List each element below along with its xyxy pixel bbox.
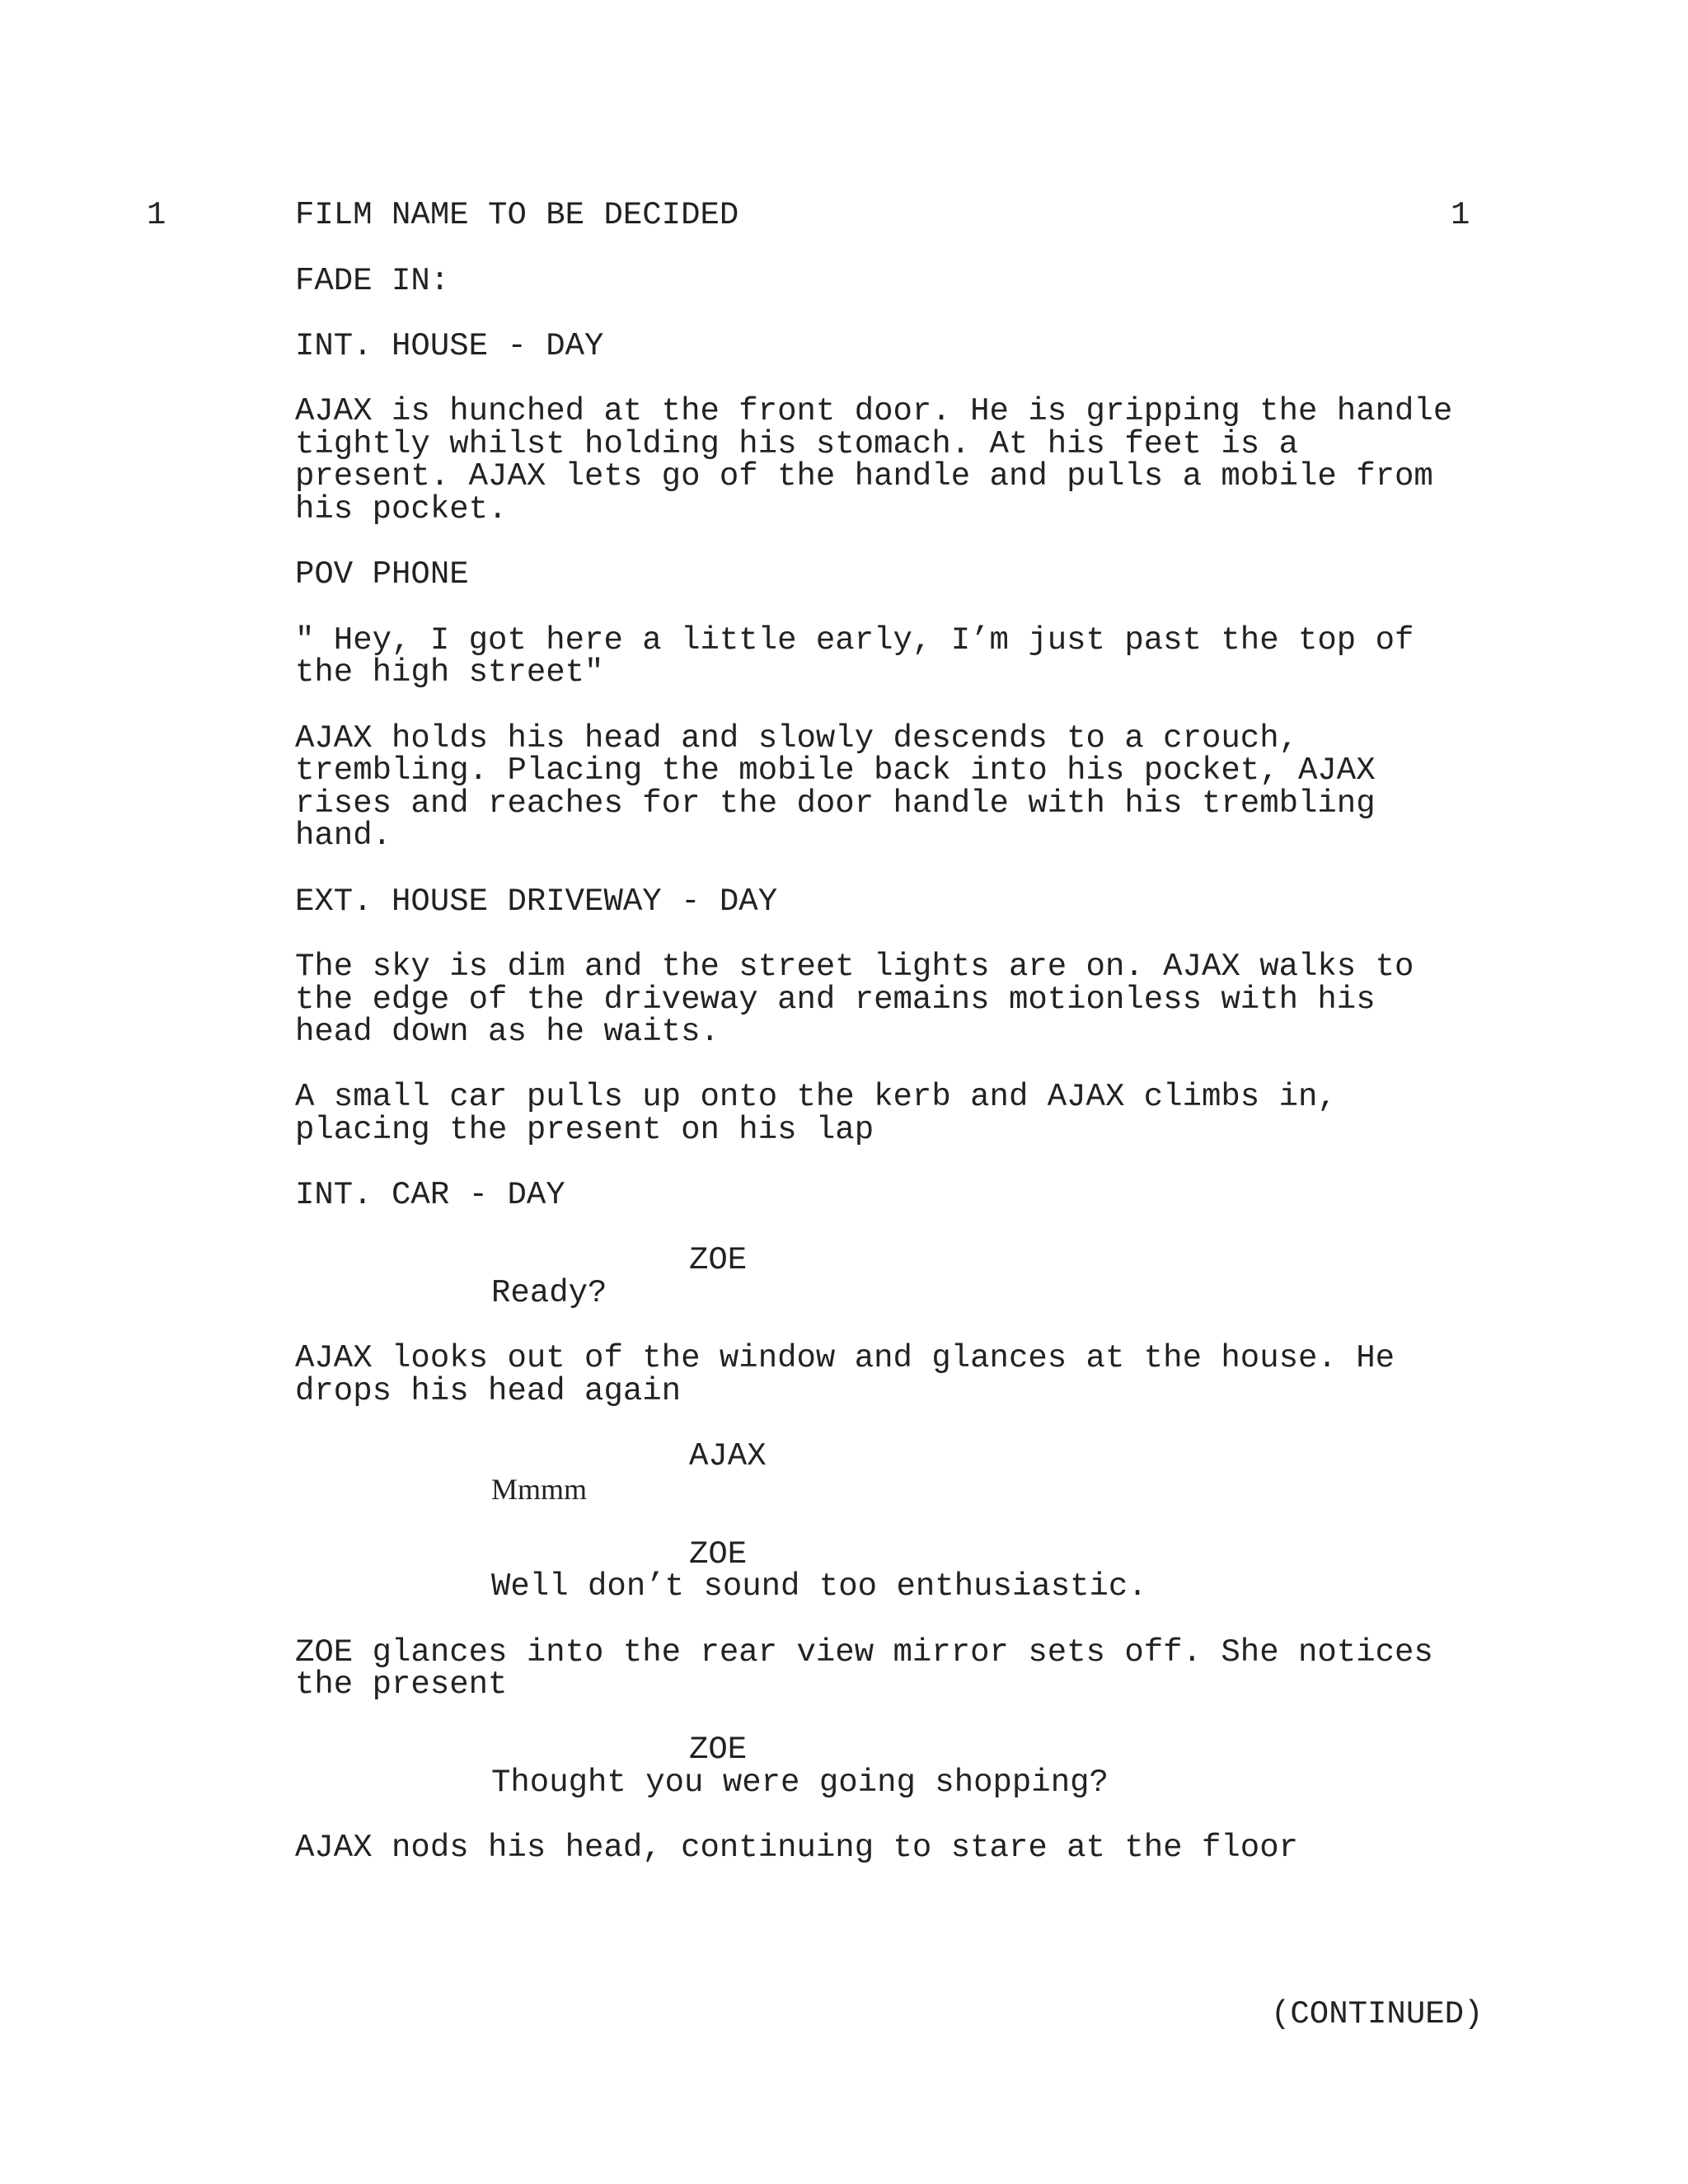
- character-cue: AJAX: [689, 1438, 767, 1474]
- action-line: rises and reaches for the door handle with his trembling: [295, 785, 1376, 822]
- action-line: A small car pulls up onto the kerb and AJAX climbs in,: [295, 1079, 1337, 1115]
- scene-heading-int-car: INT. CAR - DAY: [295, 1177, 565, 1213]
- action-line: hand.: [295, 818, 392, 854]
- character-cue: ZOE: [689, 1242, 748, 1278]
- dialogue-line: Thought you were going shopping?: [491, 1765, 1109, 1801]
- film-title: FILM NAME TO BE DECIDED: [295, 197, 739, 233]
- dialogue-line: Well don’t sound too enthusiastic.: [491, 1568, 1147, 1605]
- action-line: ZOE glances into the rear view mirror sets off. She notices: [295, 1634, 1433, 1671]
- action-line: his pocket.: [295, 491, 508, 527]
- pov-heading: POV PHONE: [295, 556, 469, 593]
- scene-heading-int-house: INT. HOUSE - DAY: [295, 328, 604, 364]
- action-line: trembling. Placing the mobile back into his pocket, AJAX: [295, 752, 1376, 789]
- dialogue-line: Mmmm: [491, 1473, 588, 1506]
- continued-marker: (CONTINUED): [1271, 1996, 1484, 2032]
- character-cue: ZOE: [689, 1536, 748, 1572]
- action-line: the edge of the driveway and remains motionless with his: [295, 982, 1376, 1018]
- action-line: placing the present on his lap: [295, 1112, 874, 1148]
- action-line: AJAX holds his head and slowly descends to a crouch,: [295, 720, 1298, 757]
- scene-number-right: 1: [1451, 197, 1470, 233]
- action-line: tightly whilst holding his stomach. At his feet is a: [295, 426, 1298, 462]
- action-line: AJAX nods his head, continuing to stare at the floor: [295, 1830, 1298, 1866]
- action-line: AJAX is hunched at the front door. He is gripping the handle: [295, 393, 1453, 429]
- phone-text-line: the high street": [295, 654, 604, 691]
- action-line: drops his head again: [295, 1373, 682, 1409]
- action-line: present. AJAX lets go of the handle and pulls a mobile from: [295, 458, 1433, 494]
- scene-heading-ext-driveway: EXT. HOUSE DRIVEWAY - DAY: [295, 883, 778, 920]
- action-line: AJAX looks out of the window and glances at the house. He: [295, 1340, 1395, 1376]
- action-line: The sky is dim and the street lights are on. AJAX walks to: [295, 949, 1414, 985]
- action-line: head down as he waits.: [295, 1014, 720, 1050]
- character-cue: ZOE: [689, 1732, 748, 1768]
- scene-number-left: 1: [147, 197, 166, 233]
- phone-text-line: " Hey, I got here a little early, I’m just past the top of: [295, 622, 1414, 658]
- transition: FADE IN:: [295, 263, 450, 299]
- dialogue-line: Ready?: [491, 1275, 607, 1311]
- action-line: the present: [295, 1666, 508, 1703]
